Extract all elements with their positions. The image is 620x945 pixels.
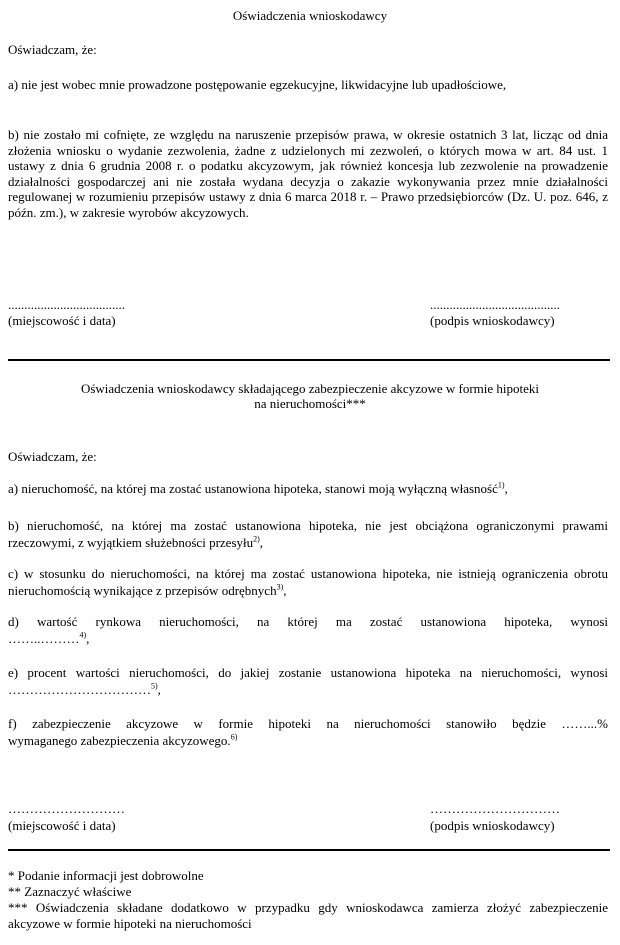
section1-place-date-dots: ....................................	[8, 297, 125, 312]
percent-value-blank: ……………………………	[8, 682, 151, 697]
footnote-ref-1: 1)	[497, 480, 505, 490]
footnote-ref-3: 3)	[276, 582, 284, 592]
section1-signature-dots: ........................................	[430, 297, 560, 312]
section2-item-b: b) nieruchomość, na której ma zostać ustanowiona hipoteka, nie jest obciążona ograniczonymi prawami rzeczowymi, z wyjątkiem służebności przesyłu$^{2)}$,	[8, 518, 608, 550]
footnote-ref-2: 2)	[253, 534, 260, 544]
section2-item-a: a) nieruchomość, na której ma zostać ustanowiona hipoteka, stanowi moją wyłączną własność$^{1)}$,	[8, 480, 508, 496]
section2-item-e-line2: ……………………………$^{5)}$,	[8, 681, 161, 697]
section1-place-date-label: (miejscowość i data)	[8, 313, 116, 328]
section2-item-c-text: c) w stosunku do nieruchomości, na której ma zostać ustanowiona hipoteka, nie istnieją ograniczenia obrotu nieruchomością wynikające z przepisów odrębnych	[8, 566, 608, 598]
section1-signature-label: (podpis wnioskodawcy)	[430, 313, 555, 328]
section2-item-d-line2: ……..………$^{4)}$,	[8, 630, 90, 646]
section2-item-f-line1: f) zabezpieczenie akcyzowe w formie hipoteki na nieruchomości stanowiło będzie ……...%	[8, 716, 608, 731]
section2-item-d-line1: d) wartość rynkowa nieruchomości, na której ma zostać ustanowiona hipoteka, wynosi	[8, 614, 608, 629]
section2-item-a-text: a) nieruchomość, na której ma zostać ustanowiona hipoteka, stanowi moją wyłączną własność	[8, 481, 498, 496]
section2-item-b-text: b) nieruchomość, na której ma zostać ustanowiona hipoteka, nie jest obciążona ograniczonymi prawami rzeczowymi, z wyjątkiem służebności przesyłu	[8, 518, 608, 550]
footnote-divider	[8, 849, 610, 851]
section1-item-a: a) nie jest wobec mnie prowadzone postępowanie egzekucyjne, likwidacyjne lub upadłościowe,	[8, 77, 507, 92]
section2-intro: Oświadczam, że:	[8, 449, 97, 464]
section2-item-f-line2	[8, 733, 237, 748]
section2-place-date-label: (miejscowość i data)	[8, 818, 116, 833]
footnote-3: *** Oświadczenia składane dodatkowo w przypadku gdy wnioskodawca zamierza złożyć zabezpieczenie akcyzowe w formie hipoteki na nieruchomości	[8, 900, 608, 931]
footnote-2: ** Zaznaczyć właściwe	[8, 884, 132, 899]
section2-signature-dots: …………………………	[430, 801, 560, 816]
section1-item-b: b) nie zostało mi cofnięte, ze względu na naruszenie przepisów prawa, w okresie ostatnich 3 lat, licząc od dnia złożenia wniosku o wydanie zezwolenia, żadne z udzielonych mi zezwoleń, o których mowa w art. 84 ust. 1 ustawy z dnia 6 grudnia 2008 r. o podatku akcyzowym, jak również koncesja lub zezwolenie na prowadzenie działalności gospodarczej ani nie została wydana decyzja o zakazie wykonywania przez mnie działalności regulowanej w rozumieniu przepisów ustawy z dnia 6 marca 2018 r. – Prawo przedsiębiorców (Dz. U. poz. 646, z późn. zm.), w zakresie wyrobów akcyzowych.	[8, 127, 608, 220]
footnote-ref-6: 6)	[230, 732, 238, 742]
section1-title: Oświadczenia wnioskodawcy	[232, 8, 388, 23]
section2-place-date-dots: ………………………	[8, 801, 125, 816]
section2-title-line1: Oświadczenia wnioskodawcy składającego zabezpieczenie akcyzowe w formie hipoteki	[80, 381, 540, 396]
footnote-ref-4: 4)	[79, 630, 87, 640]
section1-intro: Oświadczam, że:	[8, 42, 97, 57]
section2-item-e-line1: e) procent wartości nieruchomości, do jakiej zostanie ustanowiona hipoteka na nieruchomości, wynosi	[8, 665, 608, 680]
section2-item-c: c) w stosunku do nieruchomości, na której ma zostać ustanowiona hipoteka, nie istnieją ograniczenia obrotu nieruchomością wynikające z przepisów odrębnych$^{3)}$,	[8, 566, 608, 598]
section2-item-f-text: wymaganego zabezpieczenia akcyzowego.	[8, 733, 231, 748]
market-value-blank: ……..………	[8, 631, 80, 646]
footnote-ref-5: 5)	[151, 681, 158, 691]
section2-title-line2: na nieruchomości***	[254, 396, 366, 411]
section-divider	[8, 359, 610, 361]
footnote-1: * Podanie informacji jest dobrowolne	[8, 868, 204, 883]
section2-signature-label: (podpis wnioskodawcy)	[430, 818, 555, 833]
